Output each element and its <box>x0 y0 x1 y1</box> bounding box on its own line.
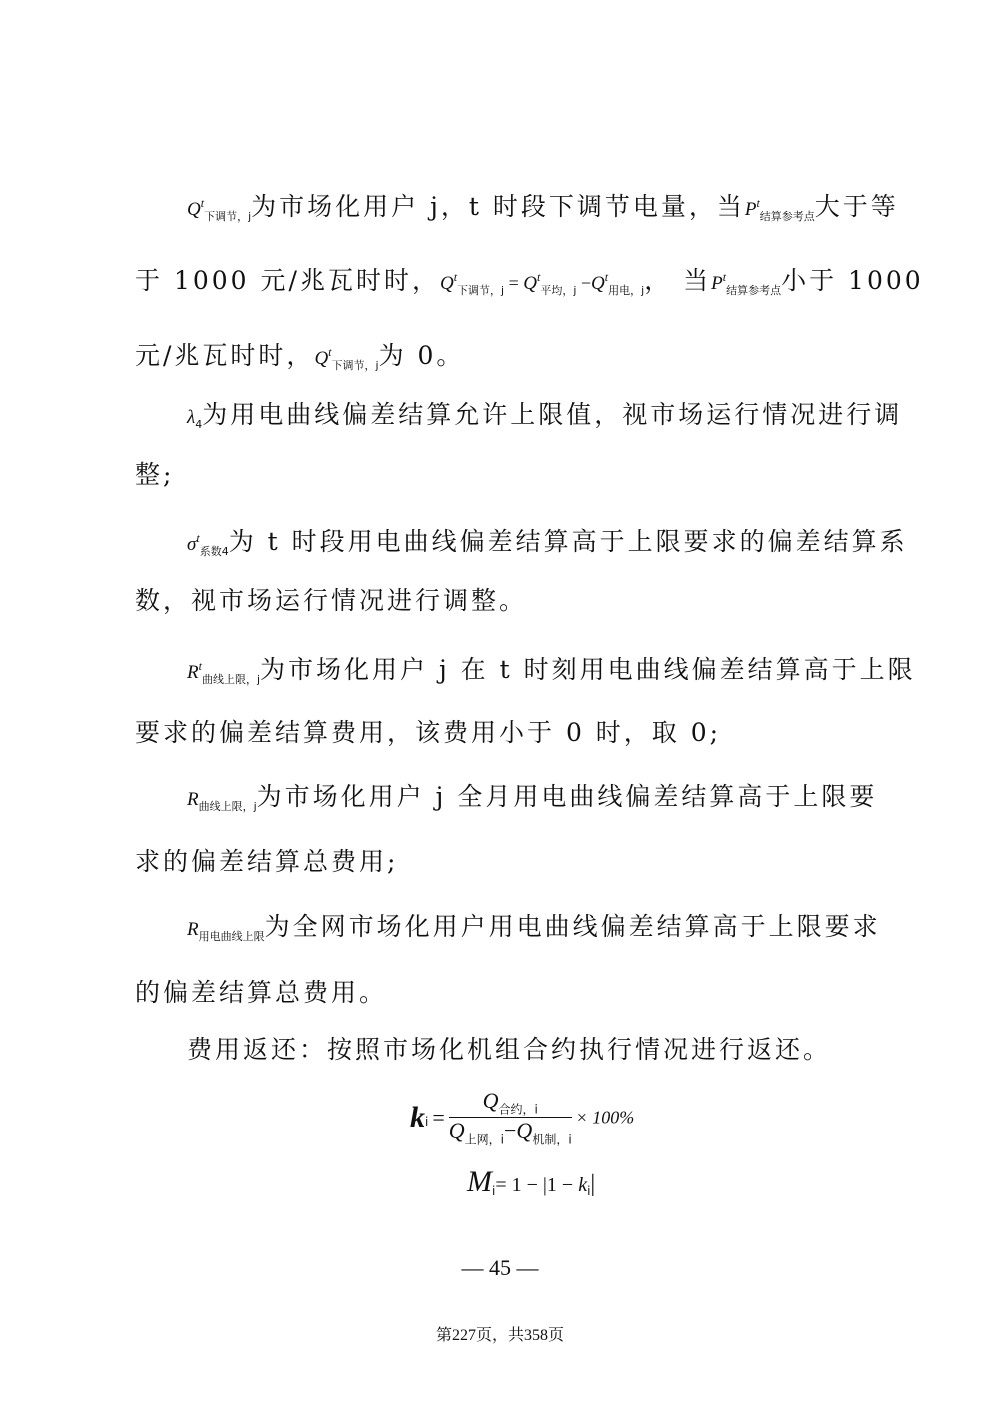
paragraph-line: $\lambda_4$为用电曲线偏差结算允许上限值，视市场运行情况进行调 <box>187 400 903 431</box>
paragraph-line: $R_{曲线上限,j}$为市场化用户 j 全月用电曲线偏差结算高于上限要 <box>187 782 878 813</box>
paragraph-line: $Q^t_{下调节,j}$为市场化用户 j，t 时段下调节电量，当$P^t_{结算参考点}$大于等 <box>187 192 899 223</box>
paragraph-line: 费用返还：按照市场化机组合约执行情况进行返还。 <box>187 1035 832 1064</box>
paragraph-line: 元/兆瓦时时，$Q^t_{下调节,j}$为 0。 <box>135 341 465 372</box>
paragraph-line: 数，视市场运行情况进行调整。 <box>135 586 528 615</box>
paragraph-line: 要求的偏差结算费用，该费用小于 0 时，取 0; <box>135 718 722 747</box>
formula-var: $Q^t_{下调节,j}$ <box>187 196 252 223</box>
page-footer: 第227页，共358页 <box>435 1327 564 1344</box>
formula-var: $P^t_{结算参考点}$ <box>744 196 815 223</box>
paragraph-line: 求的偏差结算总费用; <box>135 847 399 876</box>
paragraph-line: $R_{用电曲线上限}$为全网市场化用户用电曲线偏差结算高于上限要求 <box>187 912 881 943</box>
paragraph-line: 整; <box>135 460 175 489</box>
paragraph-line: $\sigma^t_{系数4}$为 t 时段用电曲线偏差结算高于上限要求的偏差结算系 <box>187 527 908 558</box>
page-number: — 45 — <box>461 1255 539 1280</box>
paragraph-line: 的偏差结算总费用。 <box>135 978 388 1007</box>
formula-m: $M_i= 1 - |1 - k_i|$ <box>467 1165 596 1199</box>
formula-k: $k_i$ = $\frac{Q_{合约,i}}{Q_{上网,i}-Q_{机制,i}}$ × 100% <box>410 1088 635 1147</box>
paragraph-line: 于 1000 元/兆瓦时时，$Q^t_{下调节,j} = Q^t_{平均,j} -Q^t_{用电,j}$， 当$P^t_{结算参考点}$小于 1000 <box>135 266 924 297</box>
paragraph-line: $R^t_{曲线上限,j}$为市场化用户 j 在 t 时刻用电曲线偏差结算高于上限 <box>187 655 916 686</box>
